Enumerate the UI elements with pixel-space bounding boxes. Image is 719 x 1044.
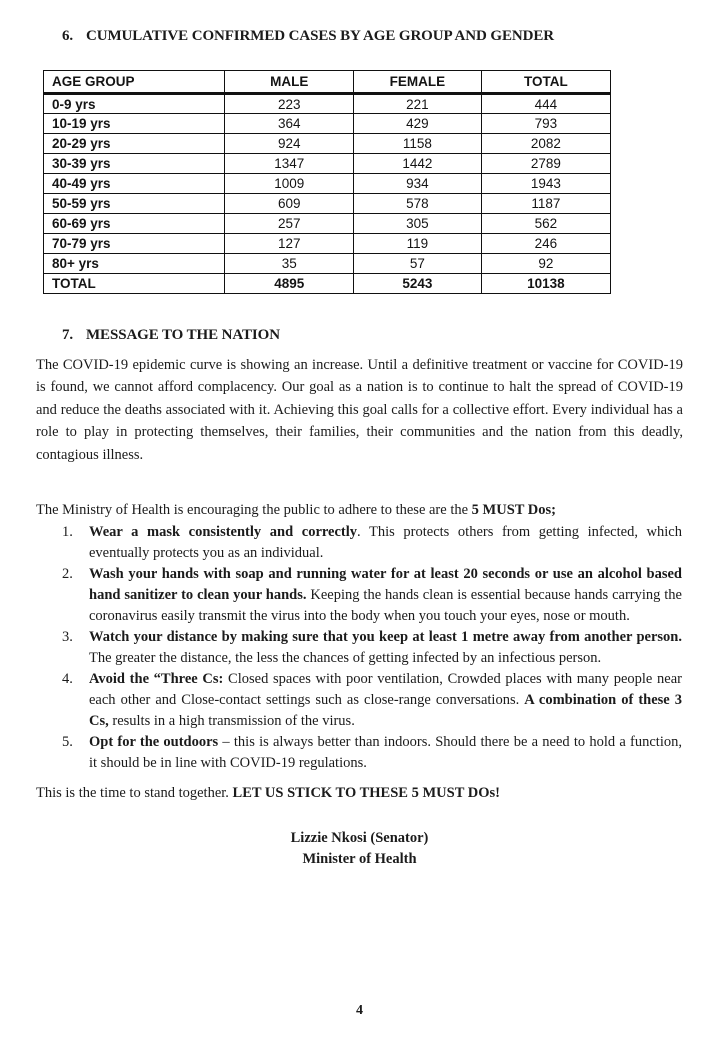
item-rest: Keeping the hands clean is essential because hands carrying the coronavirus easily transmit the virus into the body when you touch your eyes, nose or mouth. — [89, 587, 682, 625]
item-number: 5. — [62, 734, 73, 751]
cell-male: 924 — [225, 134, 354, 154]
cell-age: 10-19 yrs — [44, 114, 225, 134]
item-number: 4. — [62, 671, 73, 688]
cell-age: TOTAL — [44, 274, 225, 294]
item-text — [89, 732, 682, 774]
table-row — [44, 194, 611, 214]
cell-age: 0-9 yrs — [44, 94, 225, 114]
must-dos-list — [62, 522, 682, 774]
item-bold: Wear a mask consistently and correctly — [89, 524, 358, 541]
cell-male: 1347 — [225, 154, 354, 174]
cell-total: 562 — [481, 214, 610, 234]
table-row — [44, 134, 611, 154]
item-number: 1. — [62, 524, 73, 541]
cell-female: 1442 — [354, 154, 482, 174]
cell-male: 127 — [225, 234, 354, 254]
cell-age: 30-39 yrs — [44, 154, 225, 174]
table-row — [44, 114, 611, 134]
cell-female: 305 — [354, 214, 482, 234]
cell-female: 429 — [354, 114, 482, 134]
table-total-row — [44, 274, 611, 294]
cell-male: 223 — [225, 94, 354, 114]
cell-total: 92 — [481, 254, 610, 274]
cell-age: 40-49 yrs — [44, 174, 225, 194]
must-do-item-3 — [62, 627, 682, 669]
item-text — [89, 522, 682, 564]
item-bold: Opt for the outdoors — [89, 734, 219, 751]
must-dos-intro — [36, 500, 683, 521]
cell-age: 60-69 yrs — [44, 214, 225, 234]
section-6-heading — [62, 28, 683, 45]
table-header-row — [44, 71, 611, 94]
cell-female: 934 — [354, 174, 482, 194]
signature-title: Minister of Health — [302, 851, 417, 868]
table-row — [44, 154, 611, 174]
cell-age: 80+ yrs — [44, 254, 225, 274]
must-do-item-5 — [62, 732, 682, 774]
must-do-item-4 — [62, 669, 682, 732]
page-number: 4 — [356, 1003, 363, 1018]
cell-age: 50-59 yrs — [44, 194, 225, 214]
cell-female: 119 — [354, 234, 482, 254]
section-7-title: MESSAGE TO THE NATION — [86, 327, 280, 343]
header-female: FEMALE — [354, 71, 482, 94]
closing-line — [36, 783, 683, 804]
signature-name: Lizzie Nkosi (Senator) — [290, 830, 429, 847]
table-row — [44, 174, 611, 194]
cell-female: 57 — [354, 254, 482, 274]
signature-block — [0, 828, 719, 870]
cell-total: 246 — [481, 234, 610, 254]
cell-total: 1943 — [481, 174, 610, 194]
cell-total: 10138 — [481, 274, 610, 294]
message-paragraph: The COVID-19 epidemic curve is showing an increase. Until a definitive treatment or vaccine for COVID-19 is found, we cannot afford complacency. Our goal as a nation is to continue to halt the spread of COVID-19 and reduce the deaths associated with it. Achieving this goal calls for a collective effort. Every individual has a role to play in protecting themselves, their families, their communities and the nation from this deadly, contagious illness. — [36, 357, 683, 463]
cell-male: 35 — [225, 254, 354, 274]
cell-age: 70-79 yrs — [44, 234, 225, 254]
item-text — [89, 669, 682, 732]
must-dos-intro-bold: 5 MUST Dos; — [471, 502, 556, 519]
must-do-item-2 — [62, 564, 682, 627]
item-rest-2: results in a high transmission of the virus. — [108, 713, 355, 730]
item-bold-2: A combination of these 3 Cs, — [89, 692, 682, 730]
closing-text: This is the time to stand together. — [36, 785, 233, 802]
cell-male: 609 — [225, 194, 354, 214]
item-number: 3. — [62, 629, 73, 646]
must-do-item-1 — [62, 522, 682, 564]
section-6-title: CUMULATIVE CONFIRMED CASES BY AGE GROUP AND GENDER — [86, 28, 554, 44]
cell-female: 578 — [354, 194, 482, 214]
table-row — [44, 94, 611, 114]
cell-total: 1187 — [481, 194, 610, 214]
item-rest: – this is always better than indoors. Should there be a need to hold a function, it should be in line with COVID-19 regulations. — [89, 734, 682, 772]
cell-age: 20-29 yrs — [44, 134, 225, 154]
cell-male: 4895 — [225, 274, 354, 294]
section-7-number: 7. — [62, 327, 74, 343]
cell-female: 1158 — [354, 134, 482, 154]
cell-female: 5243 — [354, 274, 482, 294]
table-row — [44, 214, 611, 234]
cell-male: 364 — [225, 114, 354, 134]
header-male: MALE — [225, 71, 354, 94]
header-age-group: AGE GROUP — [44, 71, 225, 94]
item-rest: The greater the distance, the less the chances of getting infected by an infectious person. — [89, 650, 602, 667]
cell-male: 1009 — [225, 174, 354, 194]
header-total: TOTAL — [481, 71, 610, 94]
item-bold: Wash your hands with soap and running water for at least 20 seconds or use an alcohol based hand sanitizer to clean your hands. — [89, 566, 682, 604]
must-dos-intro-text: The Ministry of Health is encouraging the public to adhere to these are the — [36, 502, 472, 519]
cell-total: 2082 — [481, 134, 610, 154]
cell-total: 2789 — [481, 154, 610, 174]
cell-total: 793 — [481, 114, 610, 134]
item-text — [89, 627, 682, 669]
item-bold: Avoid the “Three Cs: — [89, 671, 224, 688]
item-number: 2. — [62, 566, 73, 583]
section-6-number: 6. — [62, 28, 74, 44]
closing-bold: LET US STICK TO THESE 5 MUST DOs! — [232, 785, 500, 802]
cell-female: 221 — [354, 94, 482, 114]
item-text — [89, 564, 682, 627]
table-row — [44, 234, 611, 254]
item-bold: Watch your distance by making sure that you keep at least 1 metre away from another person. — [89, 629, 682, 646]
cell-male: 257 — [225, 214, 354, 234]
item-rest: Closed spaces with poor ventilation, Crowded places with many people near each other and Close-contact settings such as close-range conversations. — [89, 671, 682, 709]
item-rest: . This protects others from getting infected, which eventually protects you as an individual. — [89, 524, 682, 562]
section-7-heading — [62, 327, 683, 344]
cell-total: 444 — [481, 94, 610, 114]
table-row — [44, 254, 611, 274]
cases-by-age-gender-table — [43, 70, 611, 294]
